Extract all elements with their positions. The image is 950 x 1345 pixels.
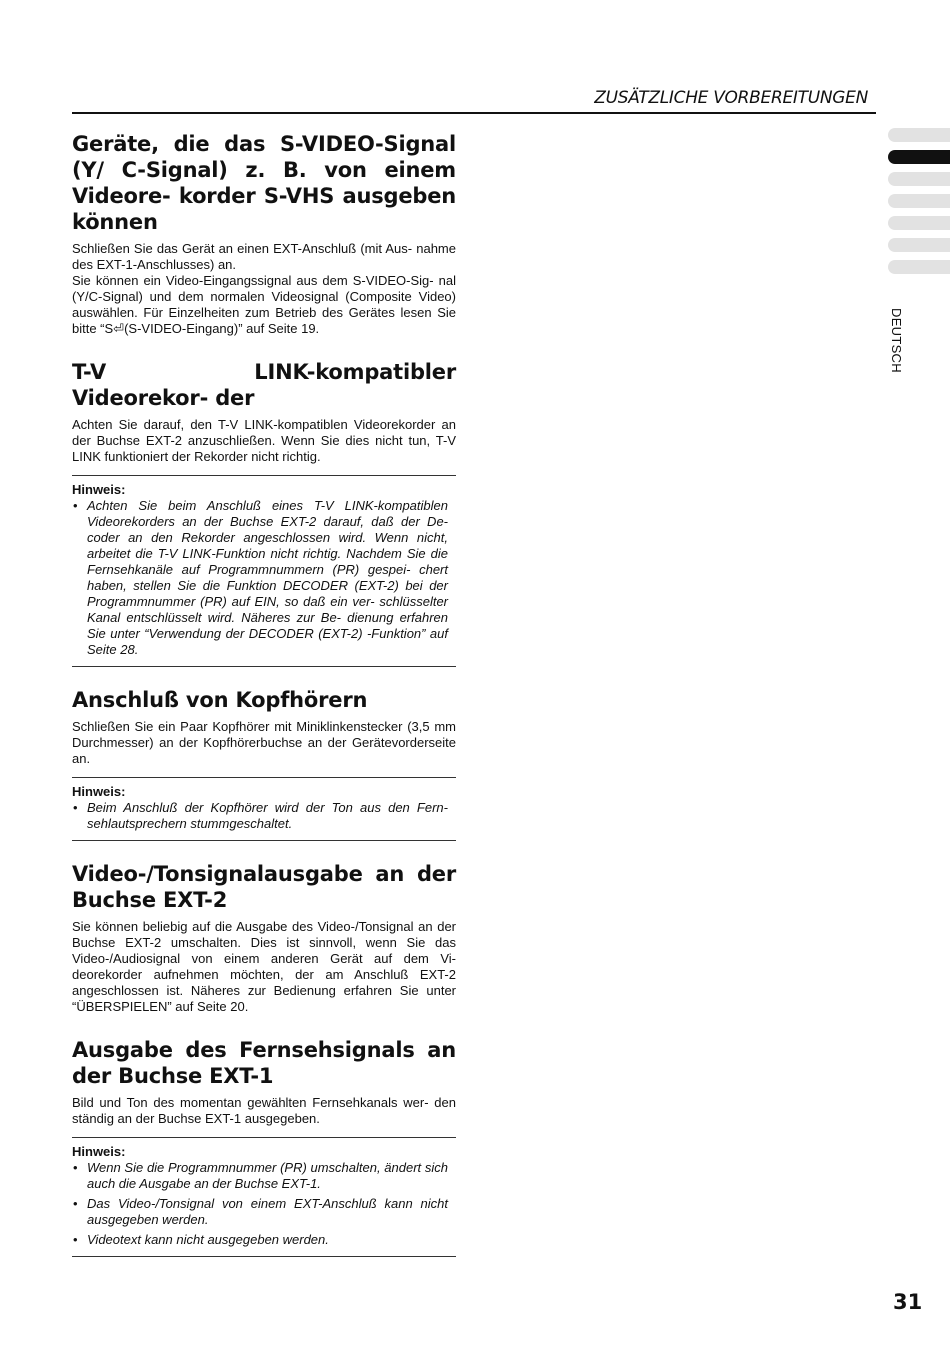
section-tab-active <box>888 150 950 164</box>
section-heading: Anschluß von Kopfhörern <box>72 688 368 712</box>
page-number: 31 <box>893 1290 923 1314</box>
note-item: • Wenn Sie die Programmnummer (PR) umschalten, ändert sich auch die Ausgabe an der Buchse EXT-1. <box>72 1160 456 1192</box>
section-tab <box>888 128 950 142</box>
section-tv-link <box>72 359 456 667</box>
body-paragraph: Sie können beliebig auf die Ausgabe des Video-/Tonsignal an der Buchse EXT-2 umschalten. Dies ist sinnvoll, wenn Sie das Video-/Audiosignal von einem anderen Gerät auf dem Vi- deorekorder aufnehmen möchten, der am Anschluß EXT-2 angeschlossen ist. Näheres zur Bedienung erfahren Sie unter “ÜBERSPIELEN” auf Seite 20. <box>72 919 456 1014</box>
section-ext2-output <box>72 861 456 1015</box>
body-paragraph: Schließen Sie das Gerät an einen EXT-Anschluß (mit Aus- nahme des EXT-1-Anschlusses) an. <box>72 241 456 272</box>
section-tab <box>888 216 950 230</box>
header-rule <box>72 112 876 114</box>
section-ext1-output <box>72 1037 456 1257</box>
section-tab <box>888 172 950 186</box>
section-headphones <box>72 687 456 841</box>
running-header: ZUSÄTZLICHE VORBEREITUNGEN <box>594 88 868 108</box>
note-item: • Beim Anschluß der Kopfhörer wird der Ton aus den Fern- sehlautsprechern stummgeschaltet. <box>72 800 456 832</box>
note-item: • Das Video-/Tonsignal von einem EXT-Anschluß kann nicht ausgegeben werden. <box>72 1196 456 1228</box>
note-box <box>72 475 456 667</box>
section-tabs <box>888 128 950 282</box>
main-content <box>72 131 456 1277</box>
section-s-video <box>72 131 456 337</box>
body-paragraph: Achten Sie darauf, den T-V LINK-kompatiblen Videorekorder an der Buchse EXT-2 anzuschließen. Wenn Sie dies nicht tun, T-V LINK funktioniert der Rekorder nicht richtig. <box>72 417 456 464</box>
section-heading: T-V LINK-kompatibler Videorekor- der <box>72 360 456 410</box>
section-tab <box>888 260 950 274</box>
section-heading: Geräte, die das S-VIDEO-Signal (Y/ C-Signal) z. B. von einem Videore- korder S-VHS ausgeben können <box>72 132 456 234</box>
body-paragraph: Schließen Sie ein Paar Kopfhörer mit Miniklinkenstecker (3,5 mm Durchmesser) an der Kopfhörerbuchse an der Gerätevorderseite an. <box>72 719 456 766</box>
note-title: Hinweis: <box>72 482 126 497</box>
body-paragraph: Bild und Ton des momentan gewählten Fernsehkanals wer- den ständig an der Buchse EXT-1 ausgegeben. <box>72 1095 456 1126</box>
note-list <box>72 498 456 658</box>
note-list <box>72 1160 456 1248</box>
note-title: Hinweis: <box>72 1144 126 1159</box>
note-list <box>72 800 456 832</box>
section-heading: Ausgabe des Fernsehsignals an der Buchse EXT-1 <box>72 1038 456 1088</box>
note-box <box>72 1137 456 1257</box>
note-title: Hinweis: <box>72 784 126 799</box>
note-item: • Achten Sie beim Anschluß eines T-V LINK-kompatiblen Videorekorders an der Buchse EXT-2 darauf, daß der De- coder an den Rekorder angeschlossen wird. Wenn nicht, arbeitet die T-V LINK-Funktion nicht richtig. Nachdem Sie die Fernsehkanäle auf Programmnummern (PR) gespei- chert haben, stellen Sie die Funktion DECODER (EXT-2) bei der Programmnummer (PR) auf EIN, so daß ein ver- schlüsselter Kanal entschlüsselt wird. Näheres zur Be- dienung erfahren Sie unter “Verwendung der DECODER (EXT-2) -Funktion” auf Seite 28. <box>72 498 456 658</box>
section-tab <box>888 194 950 208</box>
section-tab <box>888 238 950 252</box>
language-label: DEUTSCH <box>889 308 904 373</box>
section-heading: Video-/Tonsignalausgabe an der Buchse EXT-2 <box>72 862 456 912</box>
note-item: • Videotext kann nicht ausgegeben werden. <box>72 1232 456 1248</box>
body-paragraph: Sie können ein Video-Eingangssignal aus dem S-VIDEO-Sig- nal (Y/C-Signal) und dem normalen Videosignal (Composite Video) auswählen. Für Einzelheiten zum Betrieb des Gerätes lesen Sie bitte “S⏎(S-VIDEO-Eingang)” auf Seite 19. <box>72 273 456 336</box>
note-box <box>72 777 456 841</box>
